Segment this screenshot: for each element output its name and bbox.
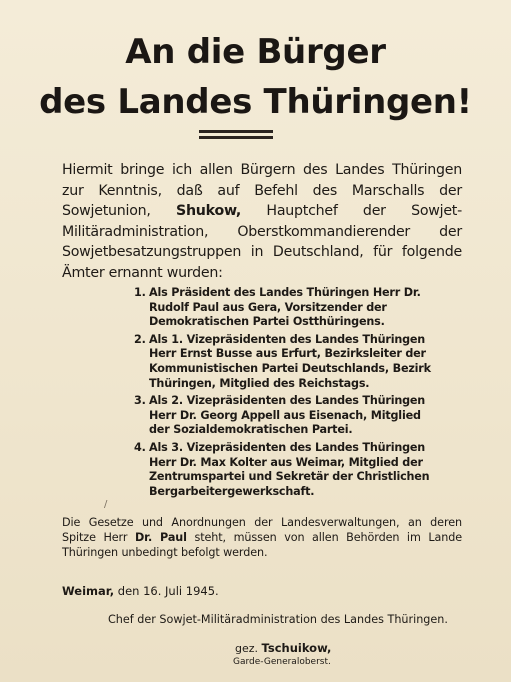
- signer-rank: Garde-Generaloberst.: [233, 657, 331, 667]
- appointment-number: 4.: [134, 440, 146, 454]
- appointment-text: Als Präsident des Landes Thüringen Herr Dr. Rudolf Paul aus Gera, Vorsitzender der Demokratischen Partei Ostthüringens.: [149, 286, 421, 329]
- appointment-number: 3.: [134, 394, 146, 408]
- appointment-text: Als 1. Vizepräsidenten des Landes Thüringen Herr Ernst Busse aus Erfurt, Bezirksleiter der Kommunistischen Partei Deutschlands, Bezirk Thüringen, Mitglied des Reichstags.: [149, 332, 431, 390]
- appointment-number: 2.: [134, 332, 146, 346]
- intro-paragraph: [62, 160, 462, 283]
- appointment-item-1: [134, 286, 434, 330]
- headline-line-2: des Landes Thüringen!: [39, 82, 472, 122]
- date: den 16. Juli 1945.: [114, 584, 219, 598]
- appointment-number: 1.: [134, 286, 146, 299]
- appointment-text: Als 3. Vizepräsidenten des Landes Thüringen Herr Dr. Max Kolter aus Weimar, Mitglied der Zentrumspartei und Sekretär der Christlichen Bergarbeitergewerkschaft.: [149, 440, 430, 498]
- appointment-item-4: [134, 441, 434, 499]
- appointment-text: Als 2. Vizepräsidenten des Landes Thüringen Herr Dr. Georg Appell aus Eisenach, Mitglied der Sozialdemokratischen Partei.: [149, 394, 426, 437]
- signature-line: [235, 641, 331, 655]
- appointments-list: [134, 286, 434, 502]
- appointment-item-2: [134, 333, 434, 391]
- signature-prefix: gez.: [235, 642, 262, 655]
- dateline: [62, 584, 219, 598]
- double-rule-bottom: [199, 136, 273, 139]
- issuer-title: Chef der Sowjet-Militäradministration des Landes Thüringen.: [108, 613, 448, 626]
- appointment-item-3: [134, 394, 434, 438]
- headline-line-1: An die Bürger: [125, 32, 386, 72]
- president-name: Dr. Paul: [134, 531, 187, 544]
- intro-text-before: Hiermit bringe ich allen Bürgern des Landes Thüringen zur Kenntnis, daß auf Befehl des Marschalls der Sowjetunion,: [62, 162, 462, 219]
- signer-name: Tschuikow,: [261, 641, 332, 655]
- place: Weimar,: [62, 584, 115, 598]
- pen-mark: /: [104, 499, 108, 510]
- laws-paragraph: [62, 515, 462, 560]
- double-rule-top: [199, 130, 273, 133]
- intro-text-after: Hauptchef der Sowjet-Militäradministration, Oberstkommandierender der Sowjetbesatzungstruppen in Deutschland, für folgende Ämter ernannt wurden:: [62, 203, 462, 281]
- laws-text-before: Die Gesetze und Anordnungen der Landesverwaltungen, an deren Spitze Herr: [62, 516, 462, 544]
- marshal-name: Shukow,: [175, 203, 242, 219]
- laws-text-after: steht, müssen von allen Behörden im Lande Thüringen unbedingt befolgt werden.: [62, 531, 462, 559]
